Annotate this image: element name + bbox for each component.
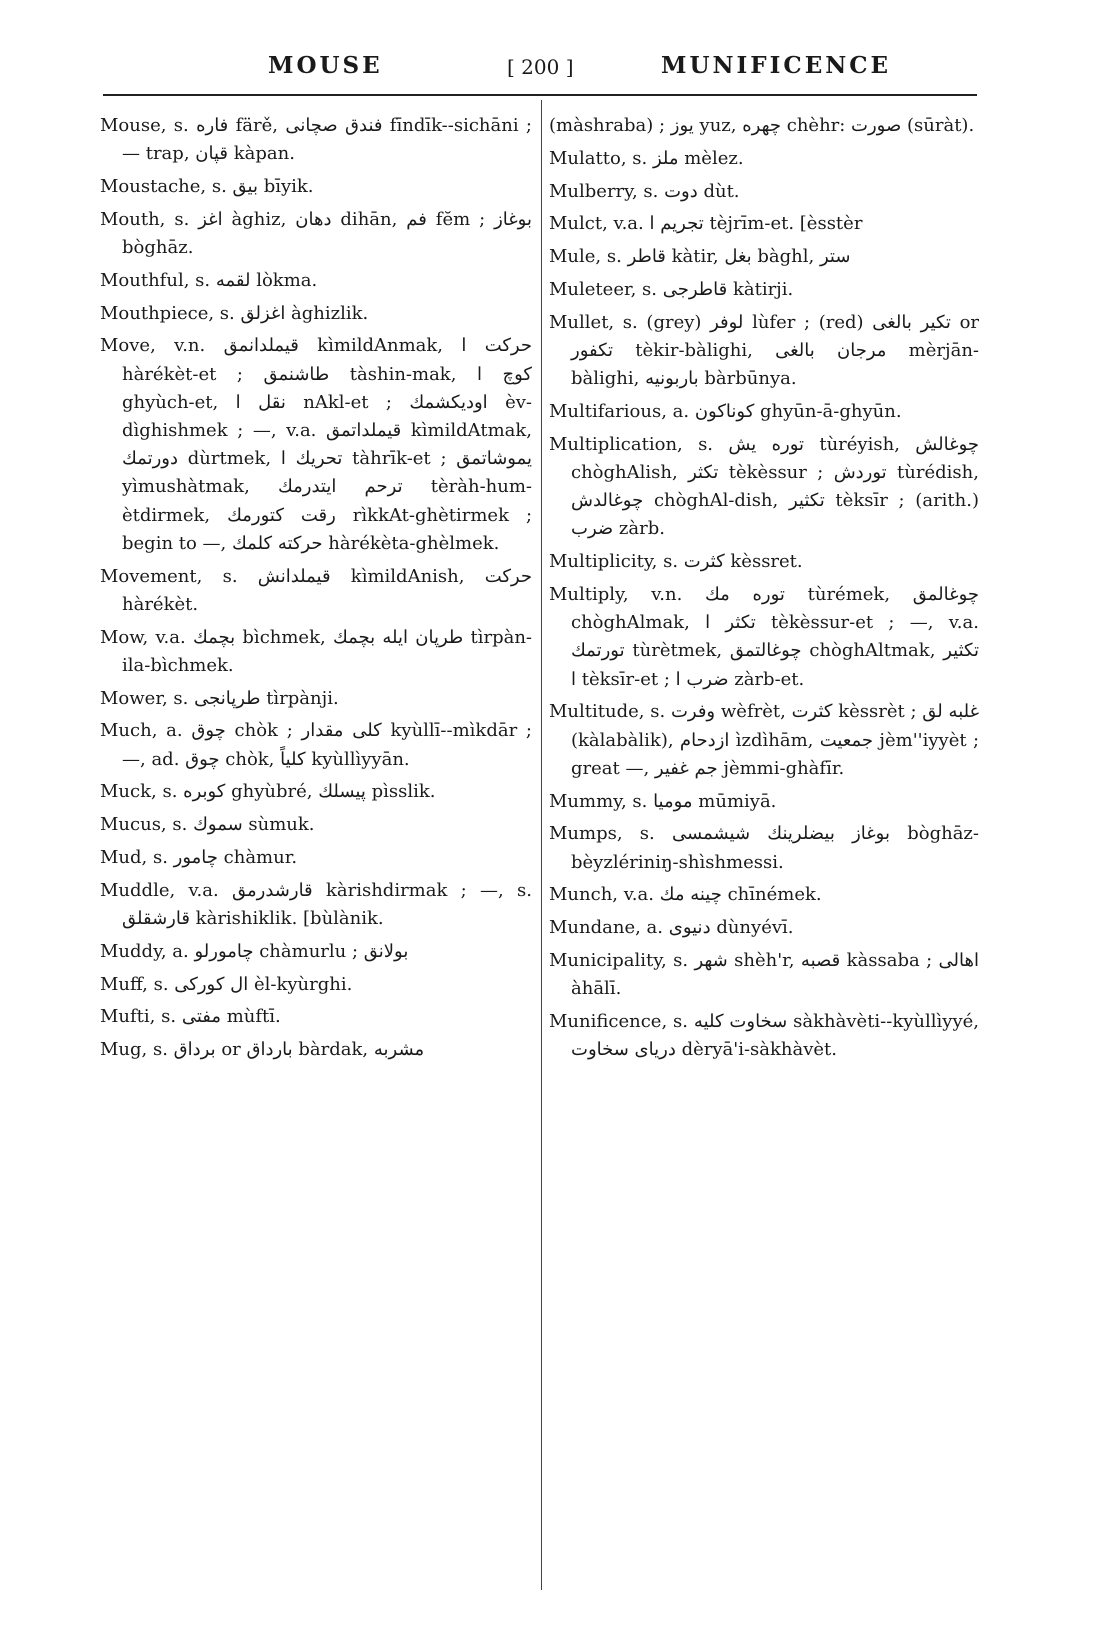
dictionary-entry: Munch, v.a. چینه مك chīnémek. (549, 884, 822, 906)
left-column (100, 112, 532, 1069)
dictionary-entry: Mumps, s. بوغاز بیضلرینك شیشمسی bòghāz-bèyzlériniŋ-shìshmessi. (549, 823, 979, 873)
dictionary-entry: Munificence, s. سخاوت کلیه sàkhàvèti--kyùllìyyé, دریای سخاوت dèryā'i-sàkhàvèt. (549, 1010, 979, 1061)
dictionary-entry: Mundane, a. دنیوی dùnyévī. (549, 917, 794, 939)
dictionary-entry: Movement, s. قیملدانش kìmildAnish, حرکت hàrékèt. (100, 565, 532, 615)
dictionary-entry: Muddy, a. چامورلو chàmurlu ; بولانق (100, 940, 409, 962)
running-head-first-word: MOUSE (268, 52, 383, 79)
dictionary-entry: Multiply, v.n. توره مك tùrémek, چوغالمق chòghAlmak, تکثر ا tèkèssur-et ; —, v.a. تورتمك tùrètmek, چوغالتمق chòghAltmak, تکثیر ا tèksīr-et ; ضرب ا zàrb-et. (549, 583, 979, 690)
dictionary-entry: Mullet, s. (grey) لوفر lùfer ; (red) تکیر بالغی or تکفور tèkir-bàlighi, مرجان بالغی mèrjān-bàlighi, باربونیه bàrbūnya. (549, 311, 980, 390)
page-number: [ 200 ] (507, 55, 574, 79)
dictionary-entry: Muddle, v.a. قارشدرمق kàrishdirmak ; —, s. قارشقلق kàrishiklik. [bùlànik. (100, 879, 532, 929)
dictionary-entry: Muck, s. کوبره ghyùbré, پیسلك pìsslik. (100, 781, 436, 803)
dictionary-entry: Mouse, s. فاره färě, فندق صچانی fīndīk--sichāni ; — trap, قپان kàpan. (100, 115, 532, 165)
dictionary-entry: Multiplication, s. توره یش tùréyish, چوغالش chòghAlish, تکثر tèkèssur ; توردش tùrédish, چوغالدش chòghAl-dish, تکثیر tèksīr ; (arith.) ضرب zàrb. (549, 433, 979, 540)
dictionary-entry: Mulatto, s. ملز mèlez. (549, 147, 744, 169)
dictionary-entry: Mouthpiece, s. اغزلق àghizlik. (100, 302, 369, 324)
dictionary-entry: Multiplicity, s. کثرت kèssret. (549, 551, 803, 573)
running-head-last-word: MUNIFICENCE (661, 52, 892, 79)
dictionary-entry: Mulct, v.a. تجریم ا tèjrīm-et. [èsstèr (549, 213, 863, 235)
dictionary-entry: Mower, s. طرپانجی tìrpànji. (100, 687, 339, 709)
header-rule (103, 94, 977, 96)
dictionary-entry: Mouth, s. اغز àghiz, دهان dihān, فم fĕm ; بوغاز bòghāz. (100, 208, 532, 258)
dictionary-entry: Municipality, s. شهر shèh'r, قصبه kàssaba ; اهالی àhālī. (549, 949, 980, 1000)
dictionary-entry: Mulberry, s. دوت dùt. (549, 180, 740, 202)
dictionary-entry: Mule, s. قاطر kàtir, بغل bàghl, ستر (549, 246, 851, 268)
dictionary-entry: Mouthful, s. لقمه lòkma. (100, 269, 318, 291)
dictionary-entry: Move, v.n. قیملدانمق kìmildAnmak, حرکت ا hàrékèt-et ; طاشنمق tàshin-mak, کوچ ا ghyùch-et, نقل ا nAkl-et ; اودیکشمك èv-dìghishmek ; —, v.a. قیملداتمق kìmildAtmak, دورتمك dùrtmek, تحریك ا tàhrīk-et ; یموشاتمق yìmushàtmak, ترحم ایتدرمك tèràh-hum-ètdirmek, رقت کتورمك rìkkAt-ghètirmek ; begin to —, حرکته کلمك hàrékèta-ghèlmek. (100, 335, 533, 554)
dictionary-entry: Mufti, s. مفتی mùftī. (100, 1006, 281, 1028)
dictionary-entry: Multitude, s. وفرت wèfrèt, کثرت kèssrèt ; غلبه لق (kàlabàlik), ازدحام ìzdìhām, جمعیت jèm''iyyèt ; great —, جم غفیر jèmmi-ghàfīr. (549, 701, 980, 779)
dictionary-entry: Much, a. چوق chòk ; کلی مقدار kyùllī--mìkdār ; —, ad. چوق chòk, کلیاً kyùllìyyān. (100, 720, 532, 770)
dictionary-entry: Muleteer, s. قاطرجی kàtirji. (549, 278, 794, 300)
dictionary-entry: Multifarious, a. کوناکون ghyūn-ā-ghyūn. (549, 400, 902, 422)
dictionary-entry: Moustache, s. بیق bīyik. (100, 176, 314, 197)
dictionary-entry: Mug, s. برداق or بارداق bàrdak, مشربه (100, 1039, 425, 1061)
right-column (549, 112, 979, 1069)
column-divider (541, 100, 542, 1590)
dictionary-entry: Mow, v.a. بچمك bìchmek, طرپان ایله بچمك tìrpàn-ila-bìchmek. (100, 626, 532, 676)
dictionary-entry: Mummy, s. مومیا mūmiyā. (549, 790, 777, 812)
dictionary-entry: Mud, s. چامور chàmur. (100, 847, 298, 868)
dictionary-entry: Muff, s. ال کورکی èl-kyùrghi. (100, 973, 353, 995)
dictionary-entry: Mucus, s. سموك sùmuk. (100, 814, 315, 836)
dictionary-entry-continued: (màshraba) ; یوز yuz, چهره chèhr: صورت (sūràt). (549, 115, 975, 136)
